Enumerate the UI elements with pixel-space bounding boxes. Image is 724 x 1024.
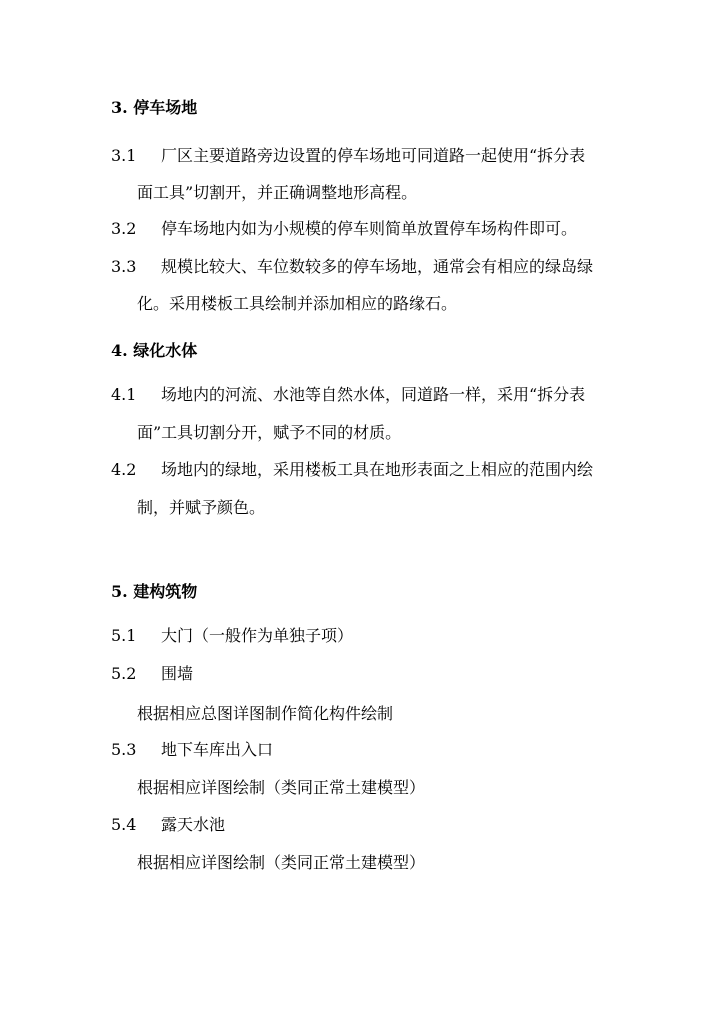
item-text: 围墙 — [161, 664, 194, 683]
item-number: 5.3 — [111, 740, 137, 759]
item-text: 露天水池 — [161, 815, 226, 834]
item-subtext: 根据相应总图详图制作简化构件绘制 — [137, 704, 394, 723]
item-subtext: 根据相应详图绘制（类同正常土建模型） — [137, 853, 426, 872]
item-text: 厂区主要道路旁边设置的停车场地可同道路一起使用“拆分表 — [161, 146, 586, 165]
item-text: 场地内的河流、水池等自然水体，同道路一样，采用“拆分表 — [161, 385, 586, 404]
item-number: 3.1 — [111, 146, 137, 165]
item-text: 场地内的绿地，采用楼板工具在地形表面之上相应的范围内绘 — [161, 460, 594, 479]
item-text-continuation: 面工具”切割开，并正确调整地形高程。 — [137, 183, 418, 202]
section-heading-3: 3. 停车场地 — [111, 98, 198, 117]
item-text: 规模比较大、车位数较多的停车场地，通常会有相应的绿岛绿 — [161, 257, 594, 276]
item-number: 3.3 — [111, 257, 137, 276]
item-number: 5.1 — [111, 626, 137, 645]
item-text-continuation: 制，并赋予颜色。 — [137, 498, 266, 517]
item-subtext: 根据相应详图绘制（类同正常土建模型） — [137, 778, 426, 797]
item-number: 4.1 — [111, 385, 137, 404]
item-number: 5.4 — [111, 815, 137, 834]
item-text-continuation: 化。采用楼板工具绘制并添加相应的路缘石。 — [137, 294, 458, 313]
section-heading-5: 5. 建构筑物 — [111, 582, 198, 601]
item-text-continuation: 面”工具切割分开，赋予不同的材质。 — [137, 423, 402, 442]
item-number: 5.2 — [111, 664, 137, 683]
item-text: 停车场地内如为小规模的停车则简单放置停车场构件即可。 — [161, 219, 578, 238]
item-text: 大门（一般作为单独子项） — [161, 626, 354, 645]
item-text: 地下车库出入口 — [161, 740, 274, 759]
item-number: 4.2 — [111, 460, 137, 479]
section-heading-4: 4. 绿化水体 — [111, 341, 198, 360]
item-number: 3.2 — [111, 219, 137, 238]
